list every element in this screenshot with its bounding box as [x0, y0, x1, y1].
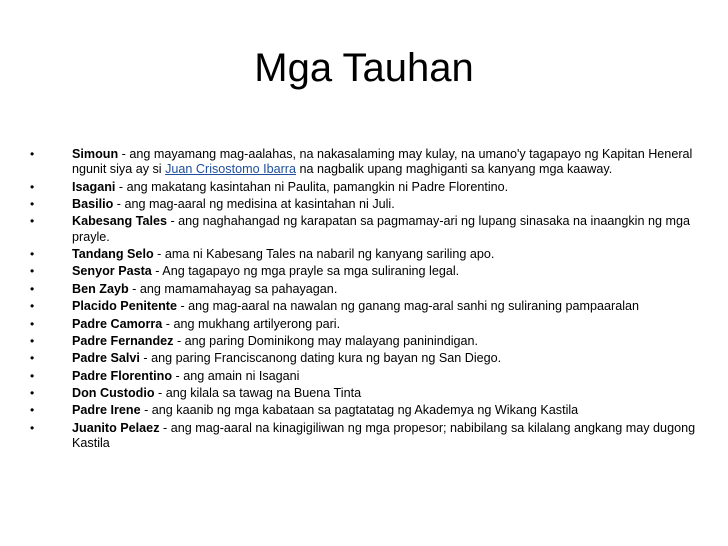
list-item — [30, 299, 700, 314]
list-item — [30, 214, 700, 244]
character-name: Padre Salvi — [72, 351, 140, 366]
bullet-icon: • — [30, 299, 35, 314]
character-name: Simoun — [72, 147, 119, 161]
list-item — [30, 403, 700, 418]
bullet-icon: • — [30, 333, 35, 348]
character-name: Tandang Selo — [72, 246, 154, 261]
character-description: - ang mamamahayag sa pahayagan. — [128, 281, 338, 296]
bullet-icon: • — [30, 316, 35, 331]
character-description: - ang mag-aaral na nawalan ng ganang mag-aral sanhi ng suliraning pampaaralan — [176, 299, 640, 314]
bullet-icon: • — [30, 214, 35, 229]
bullet-icon: • — [30, 264, 35, 279]
character-description: - ang paring Dominikong may malayang paninindigan. — [173, 333, 479, 348]
character-description: - ama ni Kabesang Tales na nabaril ng kanyang sariling apo. — [153, 246, 495, 261]
character-description: - ang mukhang artilyerong pari. — [162, 316, 341, 331]
list-item — [30, 334, 700, 349]
bullet-icon: • — [30, 147, 35, 161]
bullet-icon: • — [30, 368, 35, 383]
character-name: Kabesang Tales — [72, 214, 167, 229]
character-description: - ang mag-aaral ng medisina at kasintahan ni Juli. — [113, 196, 395, 211]
bullet-icon: • — [30, 403, 35, 418]
bullet-icon: • — [30, 420, 35, 435]
character-description: - Ang tagapayo ng mga prayle sa mga suliraning legal. — [151, 264, 460, 279]
character-description: - ang kilala sa tawag na Buena Tinta — [154, 386, 362, 401]
bullet-icon: • — [30, 351, 35, 366]
character-name: Padre Fernandez — [72, 333, 174, 348]
character-description-continued: na nagbalik upang maghiganti sa kanyang mga kaaway. — [296, 162, 613, 177]
character-name: Isagani — [72, 179, 116, 194]
list-item — [30, 351, 700, 366]
character-description: - ang kaanib ng mga kabataan sa pagtatatag ng Akademya ng Wikang Kastila — [140, 403, 579, 418]
character-name: Padre Camorra — [72, 316, 163, 331]
list-item — [30, 147, 700, 177]
list-item — [30, 180, 700, 195]
list-item — [30, 369, 700, 384]
bullet-icon: • — [30, 246, 35, 261]
character-link[interactable]: Juan Crisostomo Ibarra — [165, 162, 296, 177]
character-name: Placido Penitente — [72, 299, 177, 314]
character-name: Padre Florentino — [72, 368, 173, 383]
character-name: Ben Zayb — [72, 281, 129, 296]
character-name: Padre Irene — [72, 403, 141, 418]
character-name: Basilio — [72, 196, 114, 211]
list-item — [30, 317, 700, 332]
character-description: - ang mag-aaral na kinagigiliwan ng mga propesor; nabibilang sa kilalang angkang may dugong Kastila — [72, 420, 696, 451]
bullet-icon: • — [30, 196, 35, 211]
character-description: - ang amain ni Isagani — [172, 368, 300, 383]
character-description: - ang naghahangad ng karapatan sa pagmamay-ari ng lupang sinasaka na inaangkin ng mga prayle. — [72, 214, 690, 244]
list-item — [30, 247, 700, 262]
list-item — [30, 264, 700, 279]
character-description: - ang makatang kasintahan ni Paulita, pamangkin ni Padre Florentino. — [115, 179, 509, 194]
list-item — [30, 197, 700, 212]
list-item — [30, 421, 700, 451]
bullet-icon: • — [30, 281, 35, 296]
list-item — [30, 282, 700, 297]
character-list — [30, 147, 700, 453]
character-name: Senyor Pasta — [72, 264, 152, 279]
character-description: - ang mayamang mag-aalahas, na nakasalaming may kulay, na umano'y tagapayo ng Kapitan Heneral ngunit siya ay si — [72, 147, 693, 177]
character-name: Juanito Pelaez — [72, 420, 160, 435]
character-name: Don Custodio — [72, 386, 155, 401]
slide-title: Mga Tauhan — [254, 46, 474, 90]
list-item — [30, 386, 700, 401]
character-description: - ang paring Franciscanong dating kura ng bayan ng San Diego. — [139, 351, 502, 366]
bullet-icon: • — [30, 386, 35, 401]
bullet-icon: • — [30, 179, 35, 194]
